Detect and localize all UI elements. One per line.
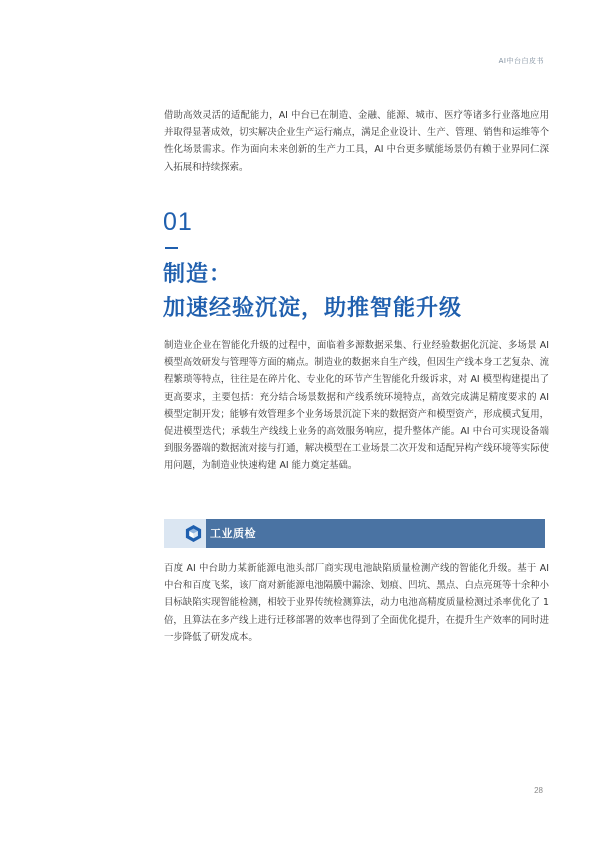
- section-title: [163, 258, 553, 326]
- subsection-title: 工业质检: [210, 527, 256, 540]
- case-study-paragraph: 百度 AI 中台助力某新能源电池头部厂商实现电池缺陷质量检测产线的智能化升级。基于 AI 中台和百度飞桨，该厂商对新能源电池隔膜中漏涂、划痕、凹坑、黑点、白点亮斑等十余种小目标缺陷实现智能检测，相较于业界传统检测算法，动力电池高精度质量检测过杀率优化了 1 倍，且算法在多产线上进行迁移部署的效率也得到了全面优化提升，在提升生产效率的同时进一步降低了研发成本。: [164, 563, 549, 643]
- cube-icon: [184, 524, 203, 543]
- section-body-paragraph: 制造业企业在智能化升级的过程中，面临着多源数据采集、行业经验数据化沉淀、多场景 AI 模型高效研发与管理等方面的痛点。制造业的数据来自生产线，但因生产线本身工艺复杂、流程繁琐等特点，往往是在碎片化、专业化的环节产生智能化升级诉求，对 AI 模型构建提出了更高要求，主要包括：充分结合场景数据和产线系统环境特点，高效完成满足精度要求的 AI 模型定制开发；能够有效管理多个业务场景沉淀下来的数据资产和模型资产，形成模式复用，促进模型迭代；承载生产线线上业务的高效服务响应，提升整体产能。AI 中台可实现设备端到服务器端的数据流对接与打通，解决模型在工业场景二次开发和适配异构产线环境等实际使用问题，为制造业快速构建 AI 能力奠定基础。: [164, 340, 549, 472]
- section-title-line-1: 制造：: [163, 262, 233, 287]
- subsection-header-bar: [164, 519, 545, 548]
- section-title-line-2: 加速经验沉淀，助推智能升级: [163, 296, 463, 321]
- section-number: 01: [163, 208, 193, 236]
- intro-paragraph: 借助高效灵活的适配能力，AI 中台已在制造、金融、能源、城市、医疗等诸多行业落地应用并取得显著成效，切实解决企业生产运行痛点，满足企业设计、生产、管理、销售和运维等个性化场景需求。作为面向未来创新的生产力工具，AI 中台更多赋能场景仍有赖于业界同仁深入拓展和持续探索。: [164, 110, 549, 173]
- running-header: AI中台白皮书: [498, 57, 544, 65]
- section-dash: [165, 247, 178, 249]
- page-number: 28: [534, 786, 543, 795]
